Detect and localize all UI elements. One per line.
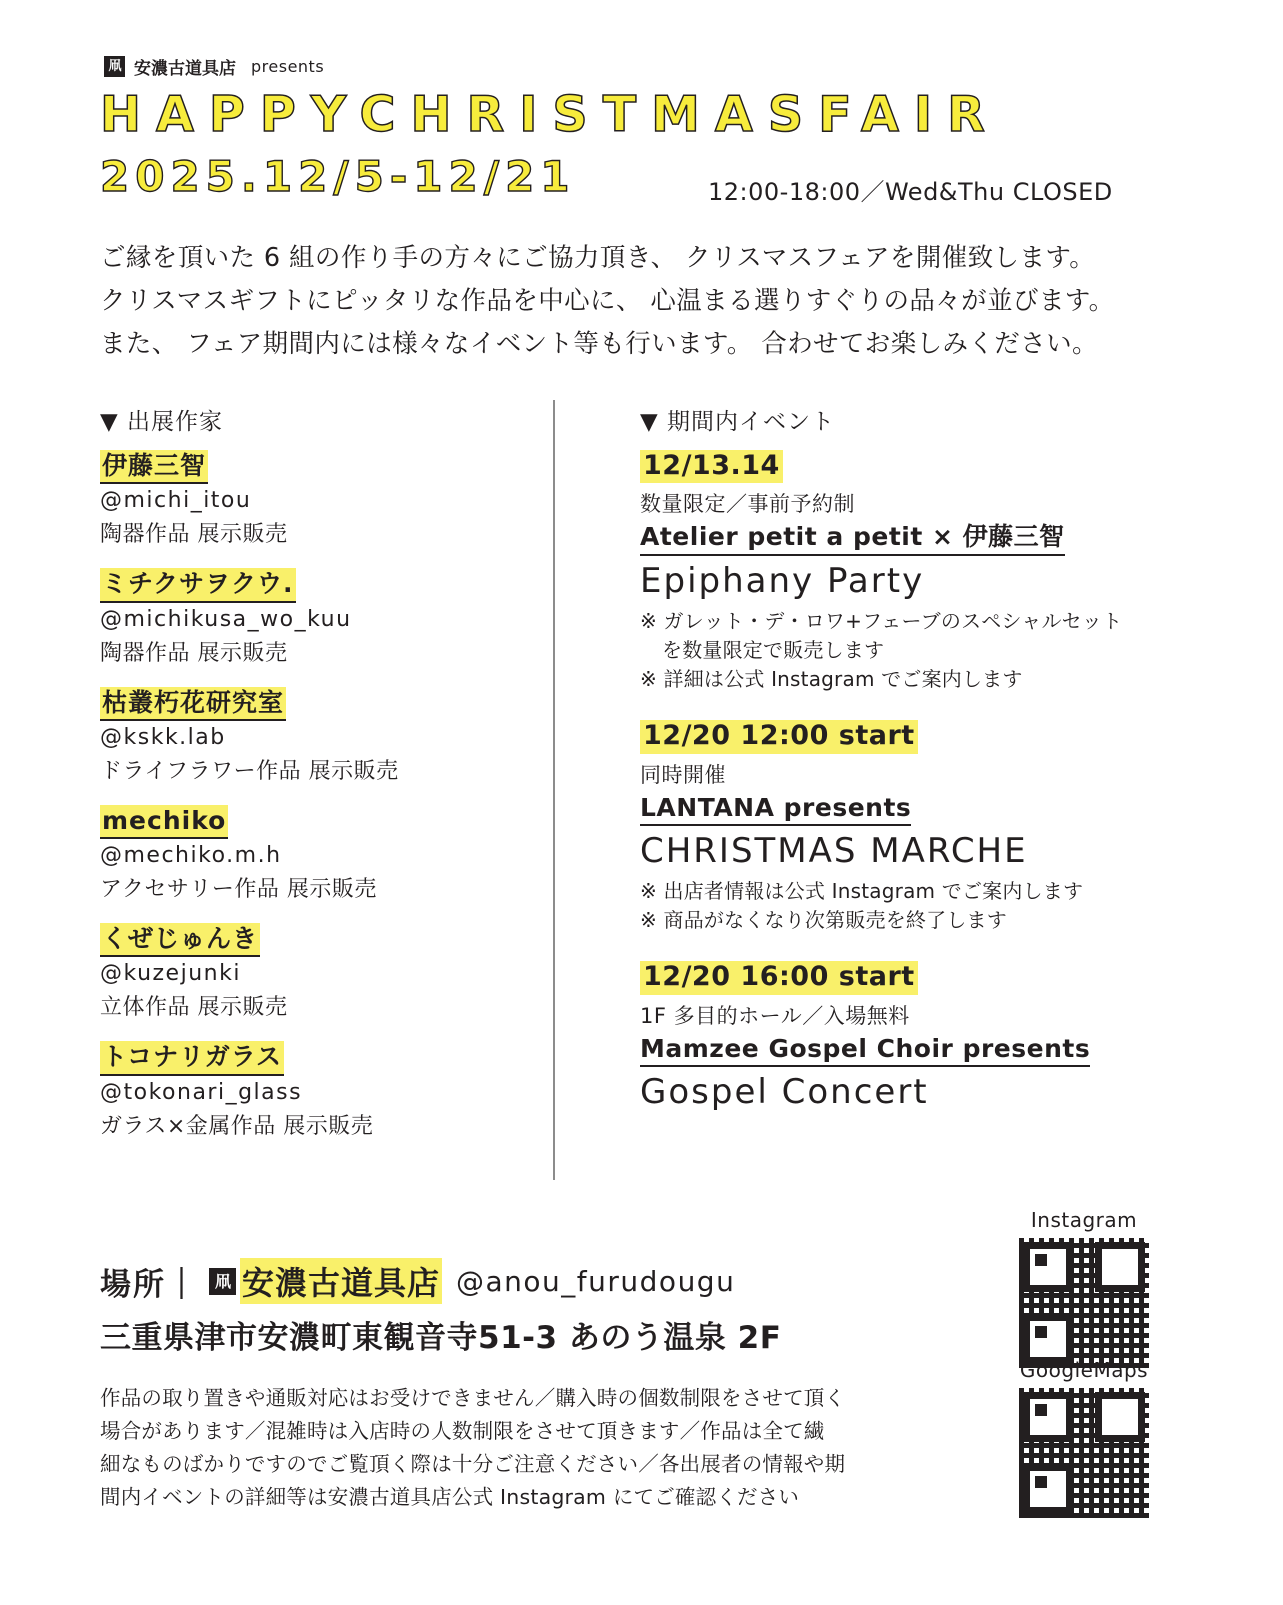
- event-title: CHRISTMAS MARCHE: [640, 830, 1028, 871]
- artist-name: ミチクサヲクウ.: [100, 568, 296, 602]
- intro-line-2: クリスマスギフトにピッタリな作品を中心に、 心温まる選りすぐりの品々が並びます。: [100, 286, 1115, 316]
- venue-address: 三重県津市安濃町東観音寺51-3 あのう温泉 2F: [100, 1320, 782, 1356]
- event-item: [640, 720, 1170, 935]
- qr-eye: [1023, 1464, 1073, 1514]
- fair-dates: 2025.12/5-12/21: [100, 152, 576, 201]
- venue-handle[interactable]: @anou_furudougu: [456, 1264, 736, 1298]
- event-note: 数量限定／事前予約制: [640, 492, 855, 517]
- venue-row: [100, 1258, 735, 1304]
- qr-dot: [1035, 1254, 1047, 1266]
- event-bullet: を数量限定で販売します: [662, 638, 885, 663]
- qr-dot: [1121, 1254, 1133, 1266]
- event-bullets: [640, 877, 1170, 935]
- intro-line-3: また、 フェア期間内には様々なイベント等も行います。 合わせてお楽しみください。: [100, 329, 1098, 359]
- artist-item: [100, 687, 540, 785]
- event-date: 12/20 16:00 start: [640, 961, 918, 994]
- shop-name: 安濃古道具店: [134, 59, 236, 79]
- googlemaps-qr-block[interactable]: [1019, 1358, 1149, 1518]
- artist-handle[interactable]: @michikusa_wo_kuu: [100, 606, 352, 632]
- event-date: 12/20 12:00 start: [640, 720, 918, 753]
- footer-note-line: 場合があります／混雑時は入店時の人数制限をさせて頂きます／作品は全て繊: [100, 1419, 825, 1443]
- intro-text: [100, 237, 1175, 366]
- event-bullets: [640, 607, 1170, 694]
- artist-handle[interactable]: @kskk.lab: [100, 724, 226, 750]
- qr-dot: [1121, 1404, 1133, 1416]
- artist-desc: ガラス×金属作品 展示販売: [100, 1113, 374, 1139]
- presents-word: presents: [251, 57, 325, 76]
- shop-logo-icon: 凧: [104, 56, 125, 77]
- event-note: 同時開催: [640, 762, 726, 787]
- footer-note-line: 間内イベントの詳細等は安濃古道具店公式 Instagram にてご確認ください: [100, 1485, 800, 1509]
- events-heading: ▼ 期間内イベント: [640, 409, 835, 435]
- column-divider: [553, 400, 555, 1180]
- artist-desc: ドライフラワー作品 展示販売: [100, 758, 399, 784]
- artist-desc: 立体作品 展示販売: [100, 995, 288, 1021]
- event-presenter: LANTANA presents: [640, 792, 911, 826]
- artist-name: mechiko: [100, 805, 228, 839]
- instagram-qr-block[interactable]: [1019, 1208, 1149, 1368]
- artist-item: [100, 1041, 540, 1139]
- event-note: 1F 多目的ホール／入場無料: [640, 1003, 910, 1028]
- page-title: HAPPYCHRISTMASFAIR: [100, 86, 1000, 143]
- shop-logo-icon: 凧: [209, 1268, 236, 1295]
- event-date: 12/13.14: [640, 450, 783, 483]
- event-title: Epiphany Party: [640, 560, 925, 601]
- event-title: Gospel Concert: [640, 1071, 929, 1112]
- event-bullet: ※ 出店者情報は公式 Instagram でご案内します: [640, 879, 1084, 904]
- footer-note-line: 作品の取り置きや通販対応はお受けできません／購入時の個数制限をさせて頂く: [100, 1386, 846, 1410]
- footer-note-line: 細なものばかりですのでご覧頂く際は十分ご注意ください／各出展者の情報や期: [100, 1452, 846, 1476]
- venue-name: 安濃古道具店: [240, 1258, 442, 1304]
- artist-name: 枯叢朽花研究室: [100, 687, 286, 721]
- instagram-qr-label: Instagram: [1030, 1208, 1138, 1232]
- event-bullet: ※ 詳細は公式 Instagram でご案内します: [640, 667, 1023, 692]
- qr-eye: [1023, 1314, 1073, 1364]
- event-item: [640, 961, 1170, 1113]
- instagram-qr-code[interactable]: [1019, 1238, 1149, 1368]
- event-bullet: ※ 商品がなくなり次第販売を終了します: [640, 908, 1007, 933]
- googlemaps-qr-code[interactable]: [1019, 1388, 1149, 1518]
- event-presenter: Atelier petit a petit × 伊藤三智: [640, 521, 1065, 555]
- artist-desc: アクセサリー作品 展示販売: [100, 877, 377, 902]
- artist-name: くぜじゅんき: [100, 923, 260, 957]
- event-bullet: ※ ガレット・デ・ロワ+フェーブのスペシャルセット: [640, 609, 1123, 634]
- artist-desc: 陶器作品 展示販売: [100, 522, 288, 548]
- artist-handle[interactable]: @tokonari_glass: [100, 1079, 303, 1105]
- presents-row: [104, 54, 324, 79]
- artist-item: [100, 923, 540, 1021]
- artist-item: [100, 450, 540, 548]
- googlemaps-qr-label: GoogleMaps: [1019, 1358, 1149, 1382]
- event-item: [640, 450, 1170, 694]
- artist-desc: 陶器作品 展示販売: [100, 640, 288, 666]
- artists-column: [100, 403, 540, 1160]
- intro-line-1: ご縁を頂いた 6 組の作り手の方々にご協力頂き、 クリスマスフェアを開催致します。: [100, 243, 1096, 273]
- artist-name: トコナリガラス: [100, 1041, 284, 1075]
- artist-handle[interactable]: @kuzejunki: [100, 961, 241, 987]
- venue-label: 場所｜: [100, 1266, 199, 1303]
- artist-handle[interactable]: @mechiko.m.h: [100, 843, 282, 868]
- events-column: [640, 403, 1170, 1139]
- artist-name: 伊藤三智: [100, 450, 208, 484]
- artists-heading: ▼ 出展作家: [100, 409, 223, 435]
- artist-handle[interactable]: @michi_itou: [100, 488, 252, 514]
- qr-dot: [1035, 1404, 1047, 1416]
- fair-hours: 12:00-18:00／Wed&Thu CLOSED: [708, 178, 1113, 206]
- artist-item: [100, 805, 540, 903]
- artist-item: [100, 568, 540, 666]
- footer-notes: [100, 1382, 1000, 1514]
- event-presenter: Mamzee Gospel Choir presents: [640, 1033, 1090, 1067]
